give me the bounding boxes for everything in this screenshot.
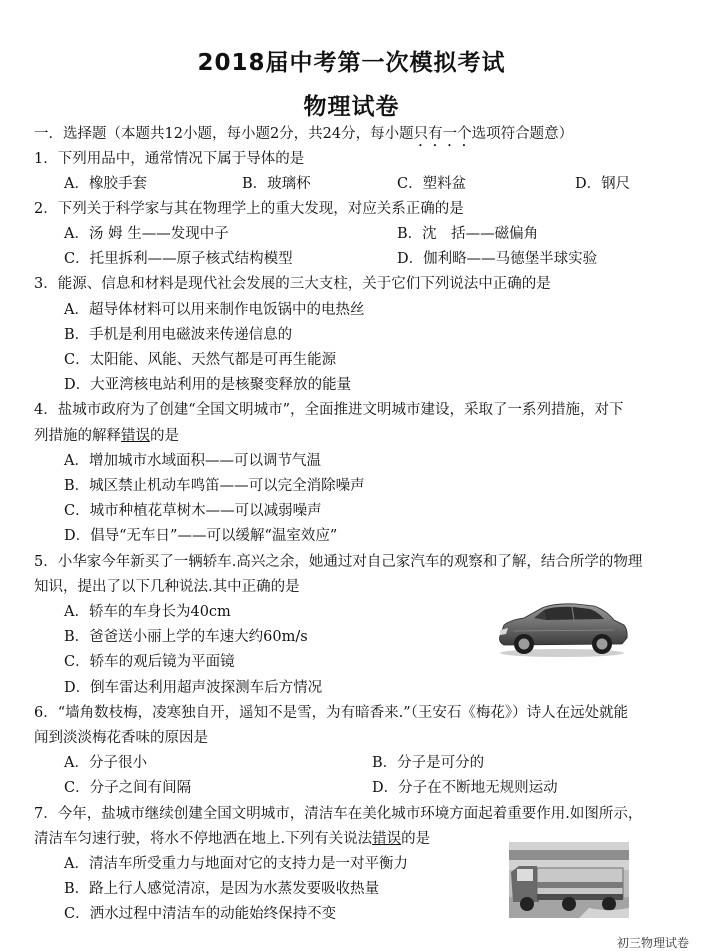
q3-option-d: D．大亚湾核电站利用的是核聚变释放的能量 xyxy=(64,377,352,393)
q7-stem-post: 的是 xyxy=(401,831,431,847)
q5-stem-line1: 5．小华家今年新买了一辆轿车.高兴之余，她通过对自己家汽车的观察和了解，结合所学的物理 xyxy=(34,554,643,570)
q4-option-b: B．城区禁止机动车鸣笛——可以完全消除噪声 xyxy=(64,478,365,494)
section-heading xyxy=(34,124,573,150)
footer-label: 初三物理试卷 xyxy=(616,936,689,950)
q1-option-d: D．钢尺 xyxy=(575,176,631,192)
q6-stem-line2: 闻到淡淡梅花香味的原因是 xyxy=(34,730,208,746)
car-image xyxy=(494,598,630,658)
q6-option-b: B．分子是可分的 xyxy=(372,755,485,771)
q5-option-b: B．爸爸送小丽上学的车速大约60m/s xyxy=(64,629,308,645)
exam-title: 2018届中考第一次模拟考试 xyxy=(197,50,506,76)
q7-stem-line2 xyxy=(34,829,430,849)
q2-option-b: B．沈 括——磁偏角 xyxy=(397,226,539,242)
q4-option-c: C．城市种植花草树木——可以减弱噪声 xyxy=(64,503,322,519)
q2-option-d: D．伽利略——马德堡半球实验 xyxy=(397,251,598,267)
q4-option-d: D．倡导“无车日”——可以缓解“温室效应” xyxy=(64,528,338,544)
q3-option-b: B．手机是利用电磁波来传递信息的 xyxy=(64,327,293,343)
q7-stem-underlined: 错误 xyxy=(372,831,402,847)
q6-option-d: D．分子在不断地无规则运动 xyxy=(372,780,558,796)
q2-stem: 2．下列关于科学家与其在物理学上的重大发现，对应关系正确的是 xyxy=(34,201,464,217)
q4-stem-pre: 列措施的解释 xyxy=(34,428,121,444)
q5-stem-line2: 知识，提出了以下几种说法.其中正确的是 xyxy=(34,579,300,595)
q4-stem-underlined: 错误 xyxy=(121,428,150,444)
q7-option-b: B．路上行人感觉清凉，是因为水蒸发要吸收热量 xyxy=(64,881,380,897)
q6-stem-line1: 6．“墙角数枝梅，凌寒独自开，遥知不是雪，为有暗香来.”（王安石《梅花》）诗人在远处就能 xyxy=(34,705,629,721)
q4-stem-line2 xyxy=(34,426,179,446)
q7-stem-line1: 7．今年，盐城市继续创建全国文明城市，清洁车在美化城市环境方面起着重要作用.如图所示， xyxy=(34,806,643,822)
q1-option-a: A．橡胶手套 xyxy=(64,176,147,192)
q5-option-d: D．倒车雷达利用超声波探测车后方情况 xyxy=(64,680,323,696)
q5-option-c: C．轿车的观后镜为平面镜 xyxy=(64,654,235,670)
cleaning-truck-image xyxy=(509,842,629,918)
section-heading-suffix: 选项符合题意） xyxy=(471,126,574,142)
q3-option-a: A．超导体材料可以用来制作电饭锅中的电热丝 xyxy=(64,302,365,318)
q7-stem-pre: 清洁车匀速行驶，将水不停地洒在地上.下列有关说法 xyxy=(34,831,373,847)
q1-option-c: C．塑料盆 xyxy=(397,176,467,192)
q3-stem: 3．能源、信息和材料是现代社会发展的三大支柱，关于它们下列说法中正确的是 xyxy=(34,276,551,292)
q7-option-c: C．洒水过程中清洁车的动能始终保持不变 xyxy=(64,906,337,922)
q4-stem-post: 的是 xyxy=(150,428,179,444)
q1-stem: 1．下列用品中，通常情况下属于导体的是 xyxy=(34,151,305,167)
section-heading-prefix: 一．选择题（本题共12小题，每小题2分，共24分，每小题 xyxy=(34,126,414,142)
exam-subtitle: 物理试卷 xyxy=(303,94,400,120)
q3-option-c: C．太阳能、风能、天然气都是可再生能源 xyxy=(64,352,337,368)
q4-stem-line1: 4．盐城市政府为了创建“全国文明城市”，全面推进文明城市建设，采取了一系列措施，对下 xyxy=(34,402,624,418)
q7-option-a: A．清洁车所受重力与地面对它的支持力是一对平衡力 xyxy=(64,856,408,872)
q6-option-a: A．分子很小 xyxy=(64,755,147,771)
q5-option-a: A．轿车的车身长为40cm xyxy=(64,604,231,620)
q2-option-c: C．托里拆利——原子核式结构模型 xyxy=(64,251,293,267)
q1-option-b: B．玻璃杯 xyxy=(242,176,311,192)
q2-option-a: A．汤 姆 生——发现中子 xyxy=(64,226,229,242)
q4-option-a: A．增加城市水域面积——可以调节气温 xyxy=(64,453,321,469)
q6-option-c: C．分子之间有间隔 xyxy=(64,780,192,796)
section-heading-emphasis: 只有一个 xyxy=(413,126,472,142)
